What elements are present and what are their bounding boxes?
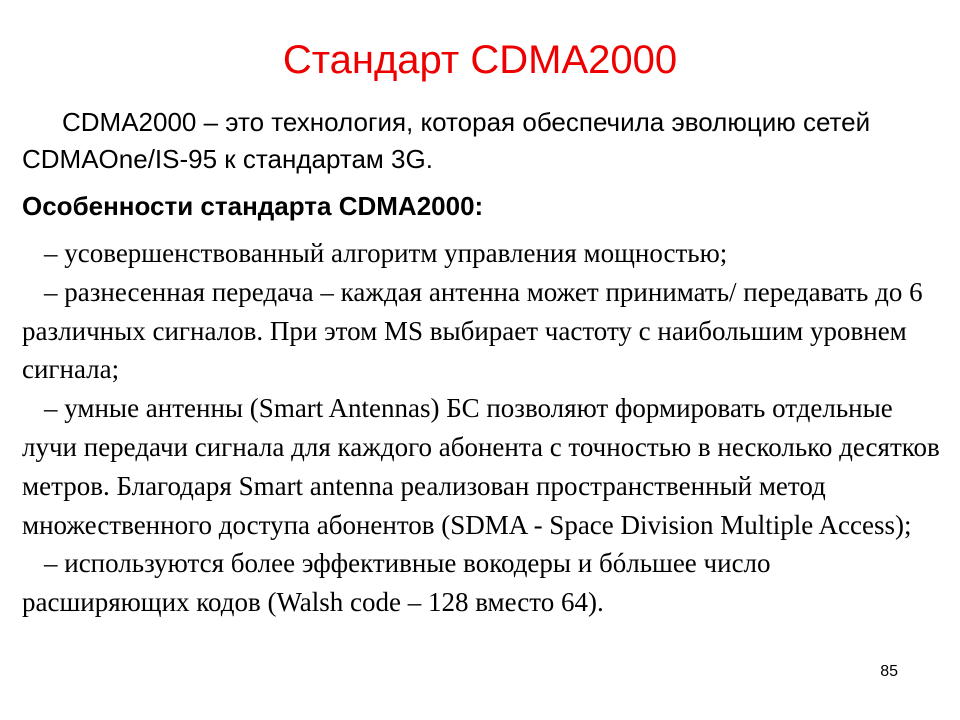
- features-list: [22, 234, 942, 622]
- feature-item-power-control: – усовершенствованный алгоритм управления мощностью;: [44, 238, 728, 268]
- feature-item-smart-antennas: – умные антенны (Smart Antennas) БС позволяют формировать отдельные лучи передачи сигнала для каждого абонента с точностью в несколько десятков метров. Благодаря Smart antenna реализован пространственный метод множественного доступа абонентов (SDMA - Space Division Multiple Access);: [22, 393, 940, 540]
- features-heading: Особенности стандарта CDMA2000:: [22, 191, 484, 221]
- feature-item-vocoders: – используются более эффективные вокодеры и бóльшее число расширяющих кодов (Walsh code – 128 вместо 64).: [22, 548, 771, 618]
- page-number: 85: [880, 663, 898, 680]
- feature-item-diversity-transmission: – разнесенная передача – каждая антенна может принимать/ передавать до 6 различных сигналов. При этом MS выбирает частоту с наибольшим уровнем сигнала;: [22, 276, 923, 385]
- intro-paragraph: CDMA2000 – это технология, которая обеспечила эволюцию сетей CDMAOne/IS-95 к стандартам 3G.: [22, 107, 871, 174]
- slide-title: Стандарт CDMA2000: [282, 38, 678, 82]
